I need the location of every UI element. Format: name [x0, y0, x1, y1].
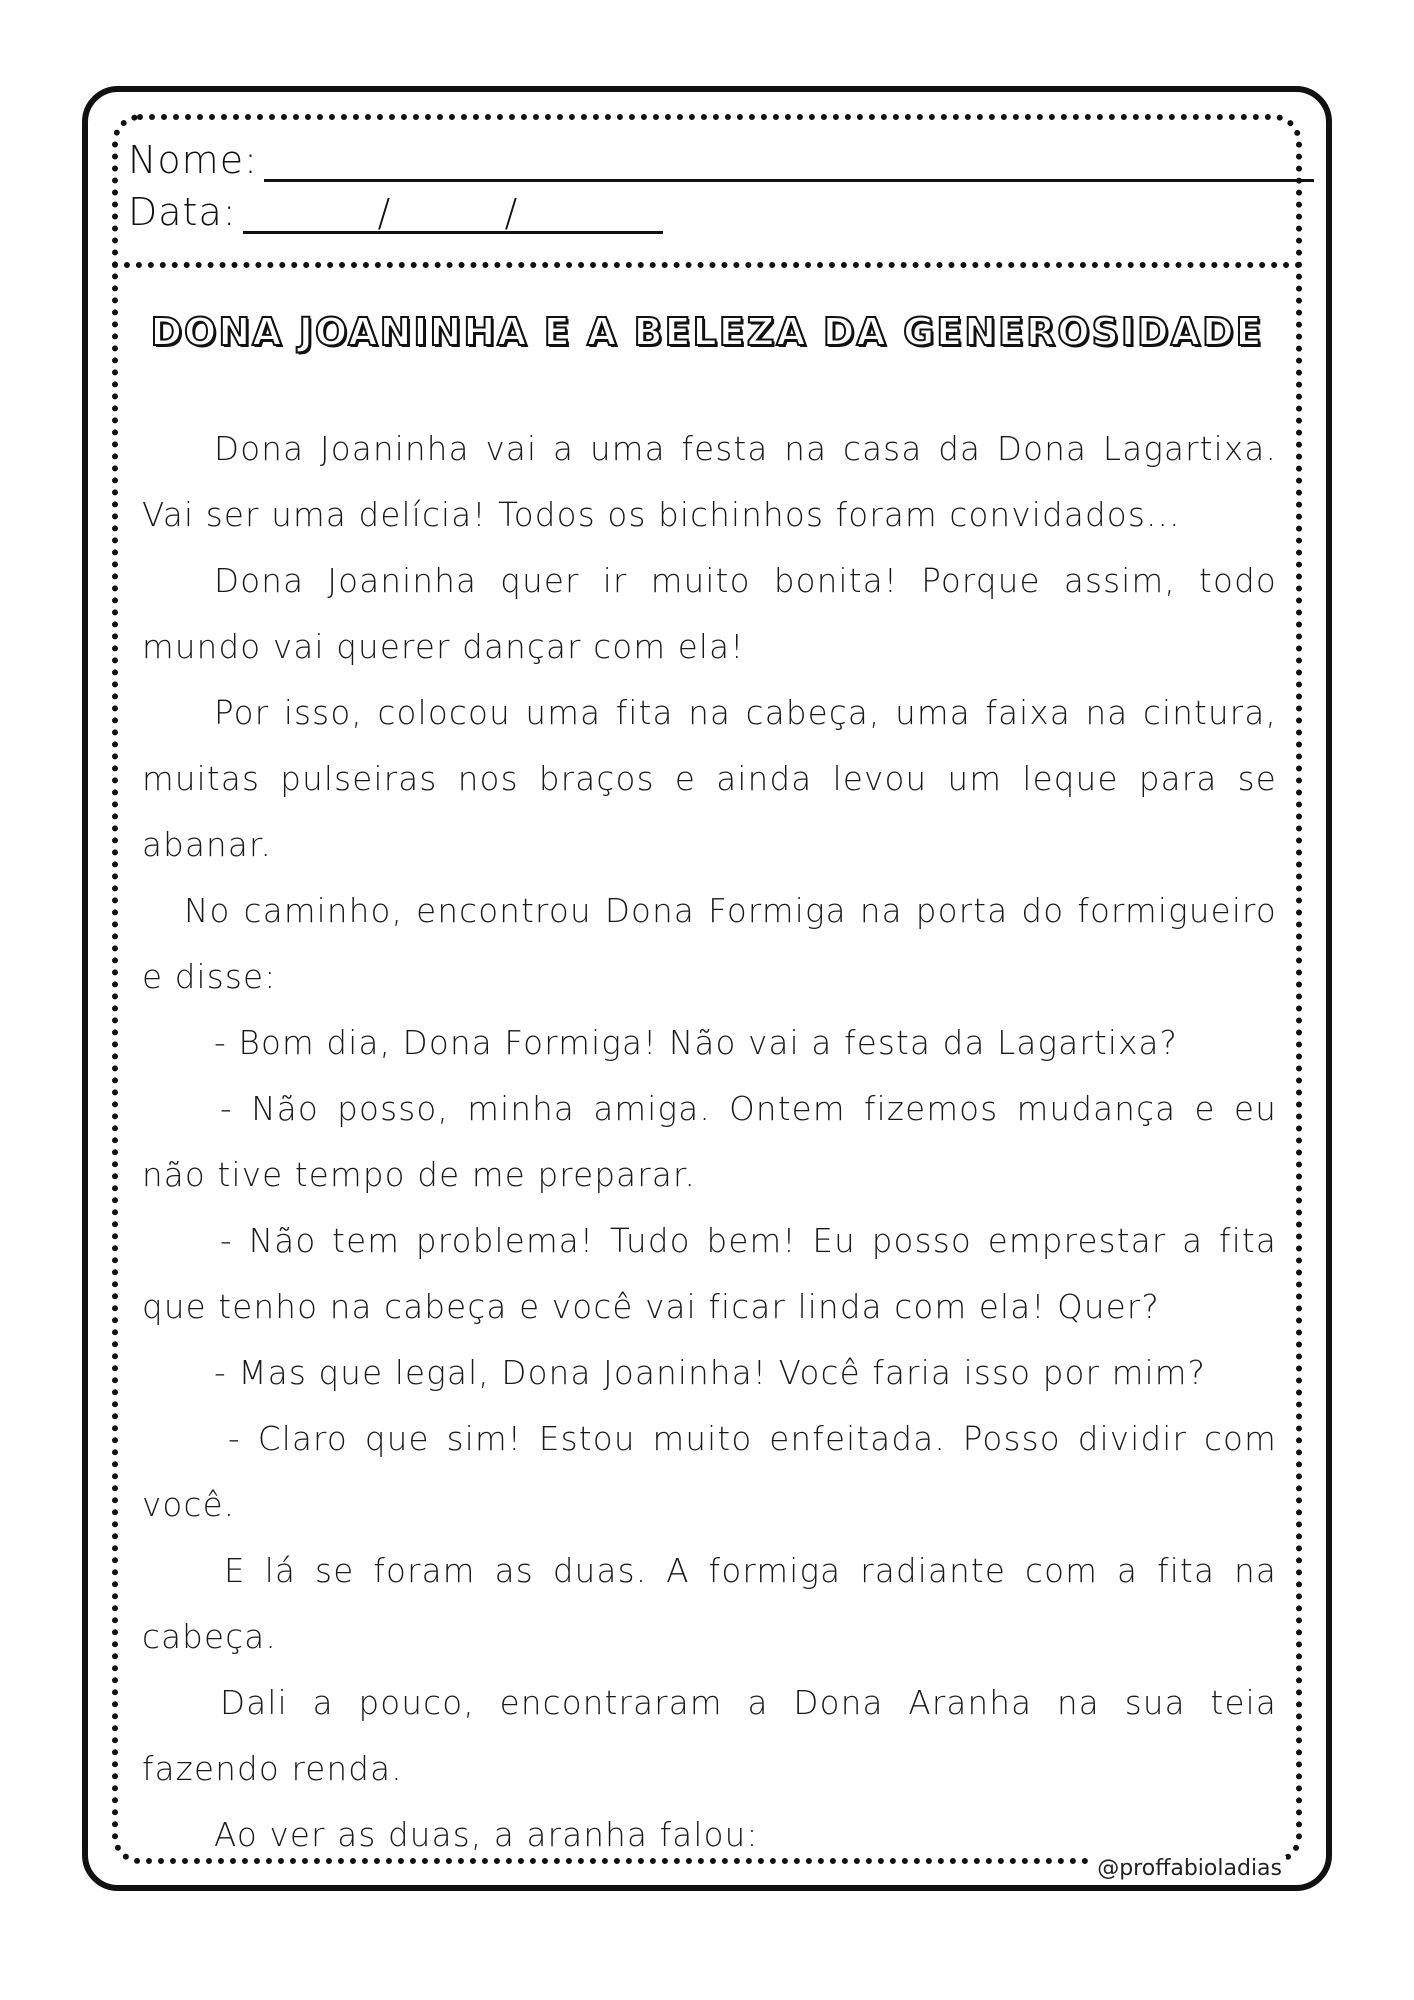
story-paragraph: E lá se foram as duas. A formiga radiante com a fita na cabeça. — [142, 1552, 1277, 1656]
story-paragraph: Ao ver as duas, a aranha falou: — [214, 1816, 759, 1854]
author-watermark: @proffabioladias — [1093, 1856, 1286, 1881]
date-label: Data: — [128, 190, 237, 234]
story-text — [142, 416, 1277, 1868]
name-field[interactable] — [264, 141, 1314, 182]
story-paragraph: - Claro que sim! Estou muito enfeitada. Posso dividir com você. — [142, 1420, 1277, 1524]
header-divider — [112, 262, 1302, 268]
story-paragraph: - Mas que legal, Dona Joaninha! Você faria isso por mim? — [214, 1354, 1207, 1392]
story-paragraph: - Bom dia, Dona Formiga! Não vai a festa da Lagartixa? — [214, 1024, 1179, 1062]
date-separator: / — [377, 191, 392, 235]
story-paragraph: - Não tem problema! Tudo bem! Eu posso emprestar a fita que tenho na cabeça e você vai ficar linda com ela! Quer? — [142, 1222, 1277, 1326]
story-paragraph: Dona Joaninha vai a uma festa na casa da Dona Lagartixa. Vai ser uma delícia! Todos os bichinhos foram convidados... — [142, 430, 1277, 534]
story-paragraph: No caminho, encontrou Dona Formiga na porta do formigueiro e disse: — [142, 892, 1277, 996]
story-paragraph: Dona Joaninha quer ir muito bonita! Porque assim, todo mundo vai querer dançar com ela! — [142, 562, 1277, 666]
story-paragraph: Por isso, colocou uma fita na cabeça, uma faixa na cintura, muitas pulseiras nos braços e ainda levou um leque para se abanar. — [142, 694, 1277, 864]
date-field[interactable] — [243, 193, 663, 234]
story-paragraph: Dali a pouco, encontraram a Dona Aranha na sua teia fazendo renda. — [142, 1684, 1277, 1788]
name-label: Nome: — [128, 138, 258, 182]
story-paragraph: - Não posso, minha amiga. Ontem fizemos mudança e eu não tive tempo de me preparar. — [142, 1090, 1277, 1194]
date-separator: / — [504, 191, 519, 235]
story-title: DONA JOANINHA E A BELEZA DA GENEROSIDADE — [150, 310, 1264, 354]
name-field-row — [128, 138, 1314, 182]
date-field-row — [128, 190, 663, 234]
